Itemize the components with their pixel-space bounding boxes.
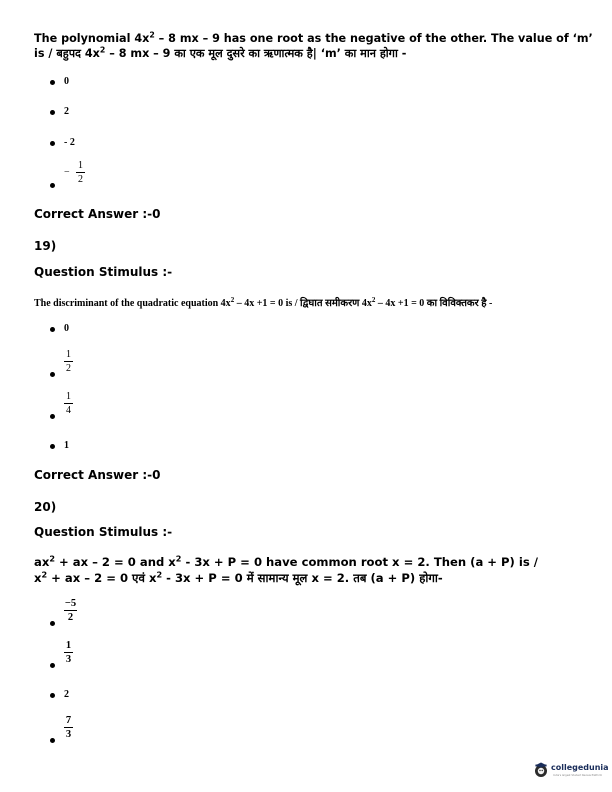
q20-stimulus-label: Question Stimulus :- xyxy=(34,525,173,539)
q19-correct-answer: Correct Answer :-0 xyxy=(34,468,161,482)
bullet xyxy=(50,738,55,743)
bullet xyxy=(50,414,55,419)
bullet xyxy=(50,80,55,85)
denominator: 3 xyxy=(65,654,72,665)
bullet xyxy=(50,183,55,188)
denominator: 3 xyxy=(65,729,72,740)
denominator: 2 xyxy=(67,612,74,623)
q20-option-2-fraction[interactable] xyxy=(64,640,73,665)
q19-stimulus-label: Question Stimulus :- xyxy=(34,265,173,279)
q18-correct-answer: Correct Answer :-0 xyxy=(34,207,161,221)
q20-option-4-fraction[interactable] xyxy=(64,715,73,740)
fraction-bar xyxy=(64,361,73,362)
q18-question-line2: is / बहुपद $4x^2 - 8$ mx – 9 का एक मूल दुसरे का ऋणात्मक है| ‘m’ का मान होगा - xyxy=(34,45,407,60)
numerator: 1 xyxy=(65,640,72,651)
q18-option-3[interactable]: - 2 xyxy=(64,137,75,148)
q18-option-1[interactable]: 0 xyxy=(64,76,69,87)
q19-option-3-fraction[interactable] xyxy=(64,391,73,416)
bullet xyxy=(50,327,55,332)
q20-number: 20) xyxy=(34,500,57,514)
denominator: 2 xyxy=(78,174,83,185)
q20-question-line1: $ax^2$ + ax – 2 = 0 and $x^2 - 3x + P = 0$ have common root x = 2. Then (a + P) is / xyxy=(34,553,539,569)
bullet xyxy=(50,372,55,377)
q20-question-line2: $x^2$ + ax – 2 = 0 एवं $x^2 - 3x + P = 0$ में सामान्य मूल x = 2. तब (a + P) होगा- xyxy=(34,569,443,585)
q19-option-1[interactable]: 0 xyxy=(64,323,69,334)
q19-number: 19) xyxy=(34,239,57,253)
q19-question-text: The discriminant of the quadratic equation $4x^2 - 4x +1 = 0$ is / द्विघात समीकरण $4x^2 - 4x +1 = 0$ का विविक्तकर है - xyxy=(34,296,493,309)
bullet xyxy=(50,444,55,449)
bullet xyxy=(50,693,55,698)
denominator: 4 xyxy=(66,405,71,416)
bullet xyxy=(50,110,55,115)
q20-option-3[interactable]: 2 xyxy=(64,689,69,700)
q18-option-4-fraction[interactable] xyxy=(76,160,85,185)
q18-question-line1: The polynomial $4x^2 - 8$ mx – 9 has one root as the negative of the other. The value of ‘m’ xyxy=(34,30,593,45)
numerator: 1 xyxy=(66,349,71,360)
fraction-bar xyxy=(64,652,73,653)
q18-option-4-sign: − xyxy=(64,167,70,178)
numerator: 1 xyxy=(66,391,71,402)
fraction-bar xyxy=(64,403,73,404)
bullet xyxy=(50,141,55,146)
numerator: 7 xyxy=(65,715,72,726)
q20-option-1-fraction[interactable] xyxy=(64,598,77,623)
collegedunia-logo-tagline: India's largest Student Review Platform xyxy=(553,774,603,777)
bullet xyxy=(50,621,55,626)
collegedunia-logo-text: collegedunia xyxy=(551,763,609,772)
q19-option-2-fraction[interactable] xyxy=(64,349,73,374)
numerator: 1 xyxy=(78,160,83,171)
bullet xyxy=(50,663,55,668)
denominator: 2 xyxy=(66,363,71,374)
collegedunia-logo-icon xyxy=(533,762,549,778)
fraction-bar xyxy=(64,610,77,611)
q18-option-2[interactable]: 2 xyxy=(64,106,69,117)
q19-option-4[interactable]: 1 xyxy=(64,440,69,451)
fraction-bar xyxy=(76,172,85,173)
fraction-bar xyxy=(64,727,73,728)
numerator: −5 xyxy=(64,598,77,609)
